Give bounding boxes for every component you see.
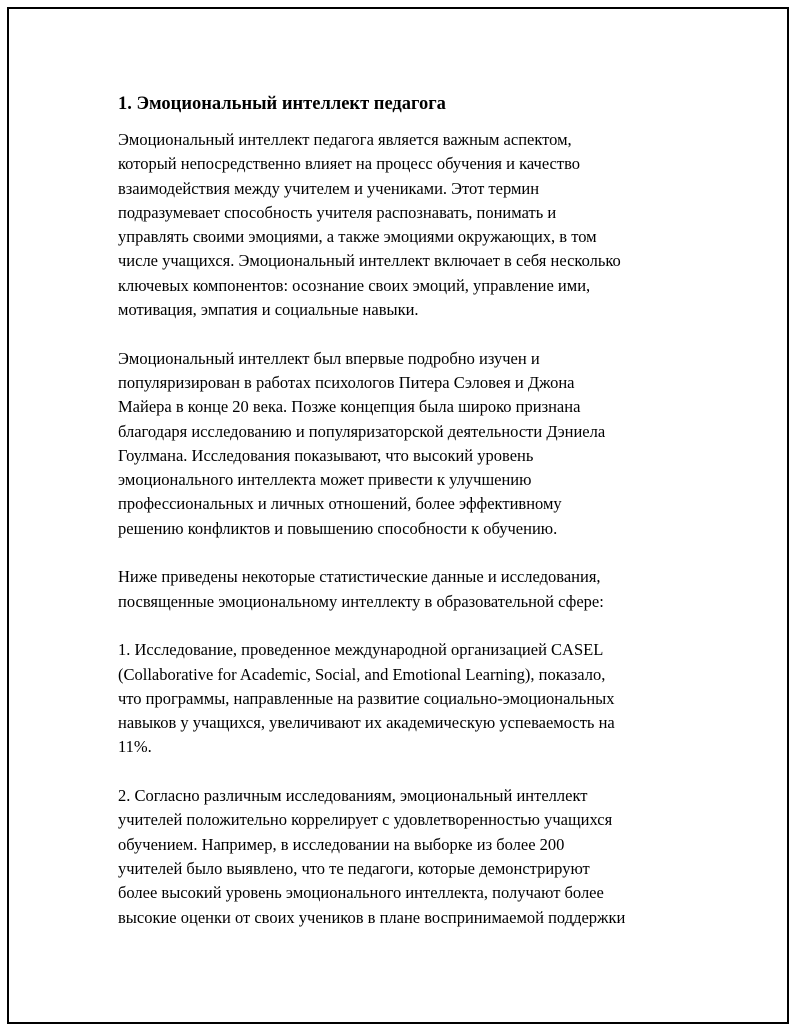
text-line: 2. Согласно различным исследованиям, эмоциональный интеллект: [118, 786, 588, 806]
text-line: 1. Исследование, проведенное международной организацией CASEL: [118, 640, 604, 660]
text-line: Ниже приведены некоторые статистические данные и исследования,: [118, 567, 601, 587]
text-line: посвященные эмоциональному интеллекту в образовательной сфере:: [118, 591, 604, 611]
section-heading: 1. Эмоциональный интеллект педагога: [118, 94, 446, 114]
text-line: ключевых компонентов: осознание своих эмоций, управление ими,: [118, 275, 591, 295]
text-line: мотивация, эмпатия и социальные навыки.: [118, 300, 419, 320]
text-line: учителей было выявлено, что те педагоги, которые демонстрируют: [118, 858, 590, 878]
text-line: обучением. Например, в исследовании на выборке из более 200: [118, 834, 565, 854]
text-line: 11%.: [118, 737, 152, 757]
text-line: подразумевает способность учителя распознавать, понимать и: [118, 202, 557, 222]
text-line: Эмоциональный интеллект педагога является важным аспектом,: [118, 130, 572, 149]
text-line: решению конфликтов и повышению способности к обучению.: [118, 518, 558, 538]
text-line: что программы, направленные на развитие социально-эмоциональных: [118, 688, 615, 708]
text-line: популяризирован в работах психологов Питера Сэловея и Джона: [118, 372, 575, 392]
paragraph: [118, 347, 698, 541]
text-line: Майера в конце 20 века. Позже концепция была широко признана: [118, 397, 581, 417]
text-line: навыков у учащихся, увеличивают их академическую успеваемость на: [118, 713, 615, 733]
text-line: более высокий уровень эмоционального интеллекта, получают более: [118, 883, 604, 903]
text-line: Гоулмана. Исследования показывают, что высокий уровень: [118, 445, 534, 465]
text-line: (Collaborative for Academic, Social, and Emotional Learning), показало,: [118, 664, 606, 684]
text-line: профессиональных и личных отношений, более эффективному: [118, 494, 562, 514]
text-line: учителей положительно коррелирует с удовлетворенностью учащихся: [118, 810, 613, 830]
text-line: числе учащихся. Эмоциональный интеллект включает в себя несколько: [118, 251, 621, 271]
document-body: [118, 92, 698, 954]
text-line: высокие оценки от своих учеников в плане воспринимаемой поддержки: [118, 907, 626, 927]
paragraph: [118, 128, 698, 322]
text-line: управлять своими эмоциями, а также эмоциями окружающих, в том: [118, 227, 597, 247]
paragraph: [118, 784, 698, 930]
text-line: благодаря исследованию и популяризаторской деятельности Дэниела: [118, 421, 606, 441]
paragraph: [118, 638, 698, 759]
text-line: который непосредственно влияет на процесс обучения и качество: [118, 154, 581, 174]
paragraph-list: [118, 128, 698, 930]
paragraph: [118, 565, 698, 614]
text-line: эмоционального интеллекта может привести к улучшению: [118, 470, 532, 490]
text-line: взаимодействия между учителем и учениками. Этот термин: [118, 178, 540, 198]
text-line: Эмоциональный интеллект был впервые подробно изучен и: [118, 348, 540, 368]
